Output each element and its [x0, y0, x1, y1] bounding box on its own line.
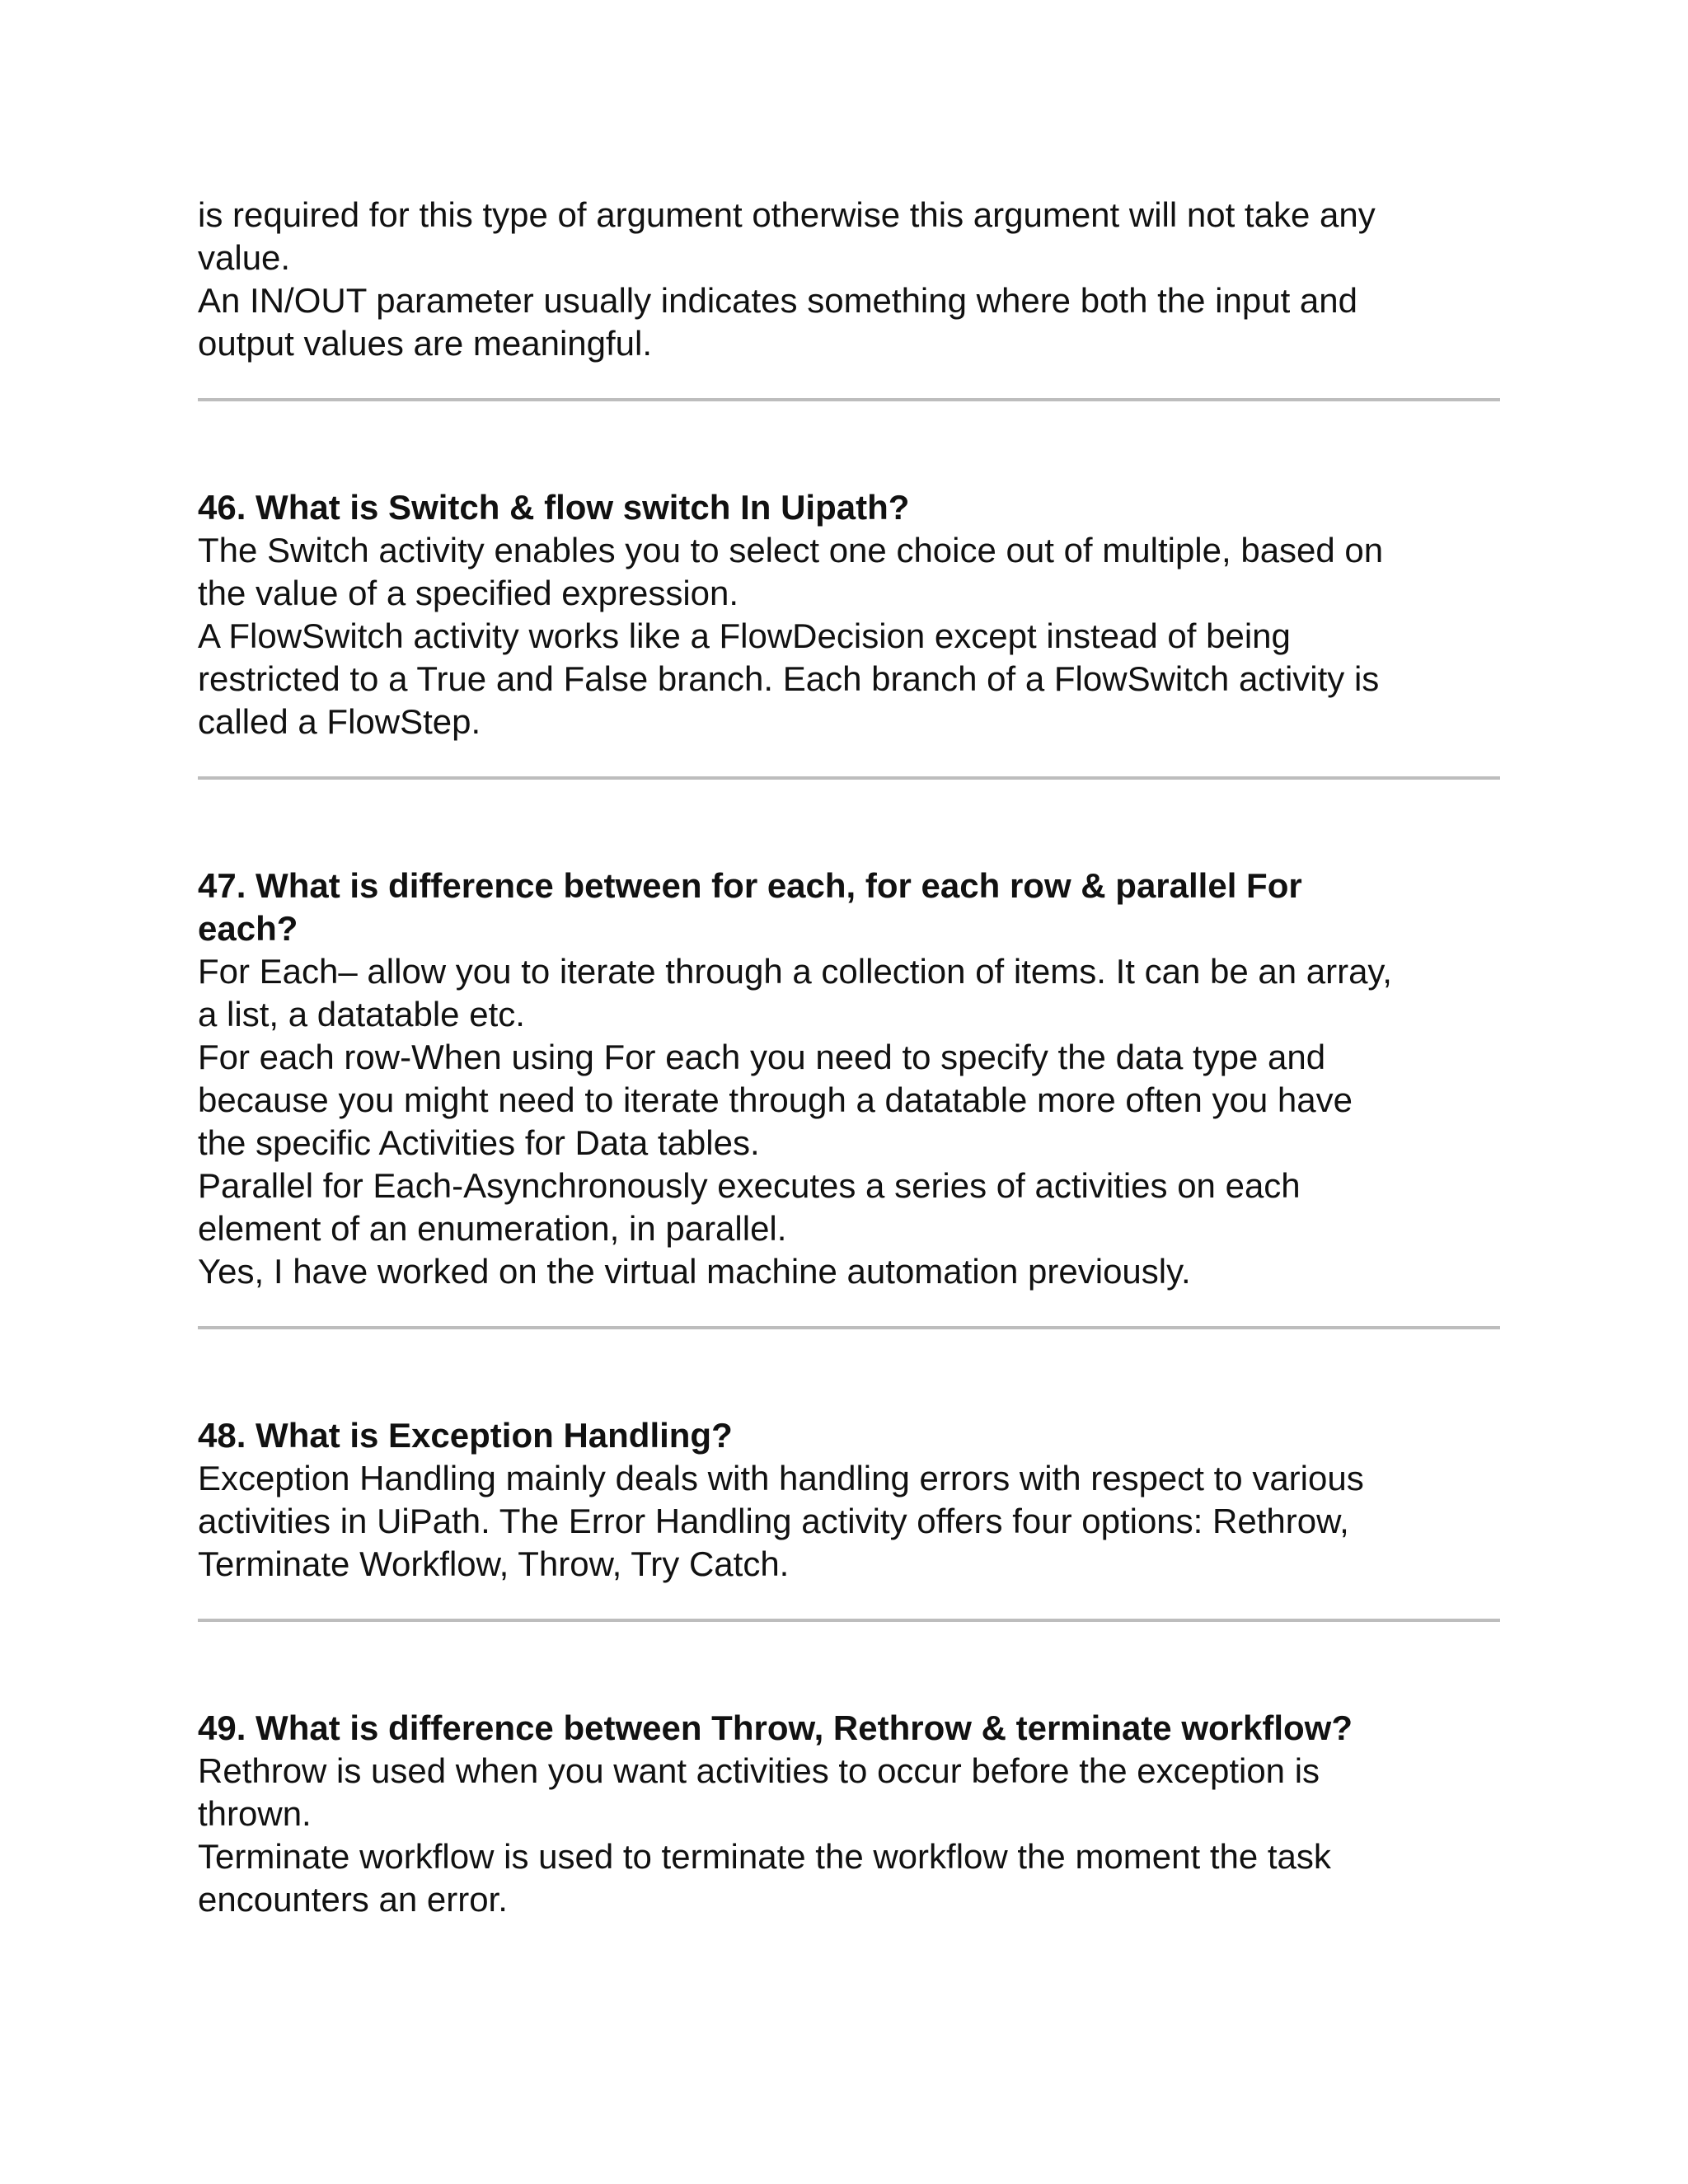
- question-47: [198, 865, 1500, 1293]
- intro-section: [198, 194, 1500, 365]
- answer-line: Rethrow is used when you want activities to occur before the exception is: [198, 1751, 1320, 1790]
- answer-line: a list, a datatable etc.: [198, 995, 525, 1033]
- question-title: 48. What is Exception Handling?: [198, 1416, 733, 1455]
- answer-line: The Switch activity enables you to select one choice out of multiple, based on: [198, 531, 1384, 569]
- answer-line: activities in UiPath. The Error Handling activity offers four options: Rethrow,: [198, 1502, 1349, 1540]
- intro-line: is required for this type of argument otherwise this argument will not take any: [198, 195, 1376, 234]
- question-49: [198, 1707, 1500, 1921]
- question-title: each?: [198, 909, 298, 948]
- answer-line: Exception Handling mainly deals with handling errors with respect to various: [198, 1459, 1364, 1497]
- answer-line: encounters an error.: [198, 1880, 508, 1919]
- answer-line: Yes, I have worked on the virtual machine automation previously.: [198, 1252, 1191, 1291]
- answer-line: For Each– allow you to iterate through a collection of items. It can be an array,: [198, 952, 1392, 991]
- answer-line: element of an enumeration, in parallel.: [198, 1209, 787, 1248]
- intro-line: output values are meaningful.: [198, 324, 653, 363]
- answer-line: For each row-When using For each you need to specify the data type and: [198, 1038, 1326, 1076]
- document-page: [198, 194, 1500, 1921]
- answer-line: called a FlowStep.: [198, 702, 481, 741]
- answer-line: the value of a specified expression.: [198, 574, 739, 612]
- intro-line: An IN/OUT parameter usually indicates something where both the input and: [198, 281, 1357, 320]
- answer-line: the specific Activities for Data tables.: [198, 1123, 760, 1162]
- question-title: 47. What is difference between for each, for each row & parallel For: [198, 866, 1302, 905]
- question-48: [198, 1414, 1500, 1586]
- intro-line: value.: [198, 238, 291, 277]
- question-title: 46. What is Switch & flow switch In Uipath?: [198, 488, 910, 527]
- answer-line: because you might need to iterate through a datatable more often you have: [198, 1080, 1353, 1119]
- question-title: 49. What is difference between Throw, Rethrow & terminate workflow?: [198, 1708, 1353, 1747]
- answer-line: A FlowSwitch activity works like a FlowDecision except instead of being: [198, 616, 1291, 655]
- answer-line: thrown.: [198, 1794, 312, 1833]
- answer-line: Terminate workflow is used to terminate the workflow the moment the task: [198, 1837, 1331, 1876]
- question-46: [198, 486, 1500, 743]
- answer-line: restricted to a True and False branch. Each branch of a FlowSwitch activity is: [198, 659, 1380, 698]
- answer-line: Parallel for Each-Asynchronously executes a series of activities on each: [198, 1166, 1301, 1205]
- answer-line: Terminate Workflow, Throw, Try Catch.: [198, 1544, 790, 1583]
